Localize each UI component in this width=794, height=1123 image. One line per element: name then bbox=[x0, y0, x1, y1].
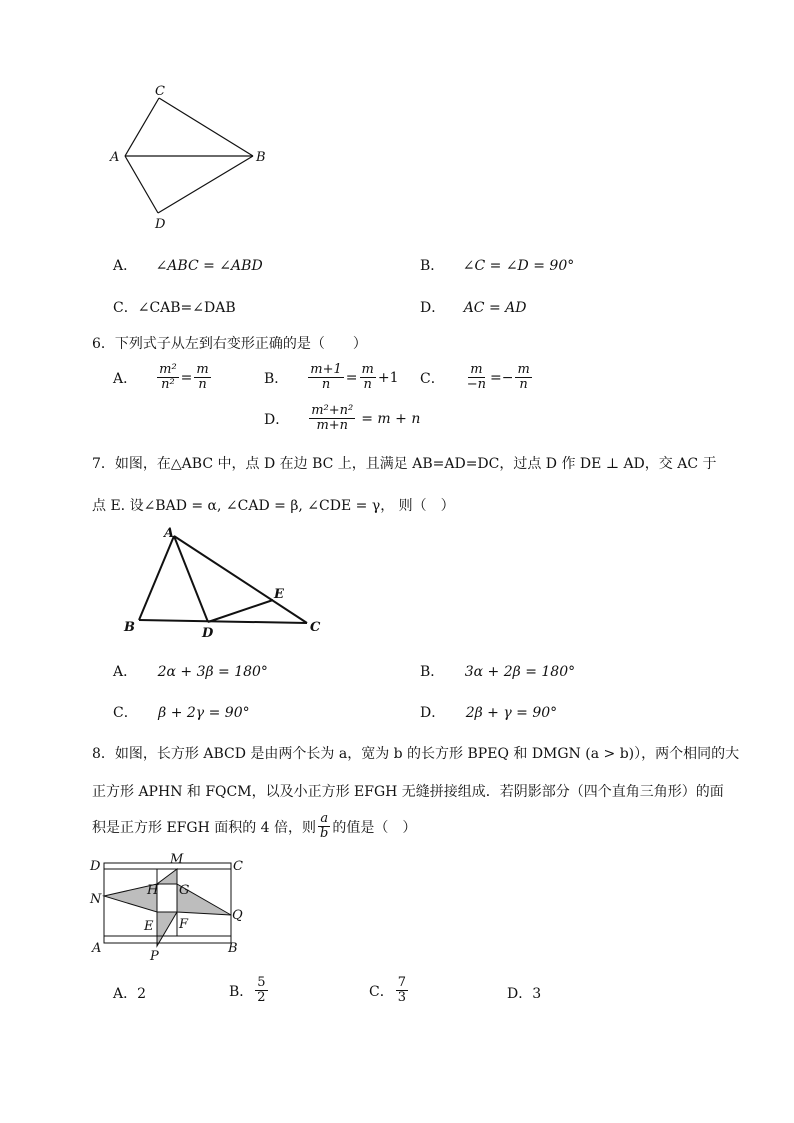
q5-option-d[interactable] bbox=[420, 297, 526, 317]
option-letter: A． bbox=[113, 370, 138, 387]
option-text: 2α + 3β = 180° bbox=[157, 664, 268, 680]
option-letter: A． bbox=[113, 258, 138, 274]
label-D: D bbox=[90, 859, 101, 874]
label-A: A bbox=[92, 941, 102, 956]
q7-option-d[interactable] bbox=[420, 702, 557, 722]
equals: = bbox=[345, 369, 358, 386]
tail: +1 bbox=[377, 369, 399, 386]
option-letter: C． bbox=[420, 370, 445, 387]
label-A: A bbox=[110, 150, 120, 165]
q5-option-a[interactable] bbox=[113, 255, 263, 275]
tail: = m + n bbox=[361, 410, 421, 427]
q6-option-d[interactable] bbox=[264, 404, 420, 433]
fraction-right: $\frac{m}{n}$ bbox=[361, 362, 374, 392]
q8-stem-line1: 8．如图，长方形 ABCD 是由两个长为 a，宽为 b 的长方形 BPEQ 和 DMGN (a > b)），两个相同的大 bbox=[92, 746, 740, 762]
rectangle-figure-q8 bbox=[86, 848, 256, 963]
fraction: $\frac{5}{2}$ bbox=[257, 975, 266, 1005]
q5-option-c[interactable] bbox=[113, 297, 236, 317]
option-letter: C． bbox=[369, 983, 394, 1000]
fraction-left: $\frac{\text{m²+n²}}{m+n}$ bbox=[311, 403, 354, 433]
q5-option-b[interactable] bbox=[420, 255, 574, 275]
option-text: ∠C = ∠D = 90° bbox=[462, 258, 575, 274]
option-text: ∠ABC = ∠ABD bbox=[155, 258, 263, 274]
label-P: P bbox=[150, 949, 159, 963]
option-letter: D． bbox=[507, 986, 533, 1002]
q8-option-a[interactable] bbox=[113, 983, 146, 1003]
label-D: D bbox=[202, 626, 214, 640]
label-Q: Q bbox=[232, 908, 243, 923]
label-B: B bbox=[256, 150, 266, 165]
q7-option-b[interactable] bbox=[420, 661, 575, 681]
option-letter: B． bbox=[229, 983, 254, 1000]
q6-option-b[interactable] bbox=[264, 363, 399, 392]
label-G: G bbox=[179, 883, 190, 898]
option-text: ∠CAB=∠DAB bbox=[137, 300, 236, 316]
stem-text: 的值是（ ） bbox=[332, 819, 417, 836]
label-C: C bbox=[310, 620, 321, 635]
label-M: M bbox=[170, 852, 184, 867]
fraction-left: $\frac{m}{-n}$ bbox=[466, 362, 486, 392]
option-letter: A． bbox=[113, 986, 138, 1002]
q8-stem-line2: 正方形 APHN 和 FQCM，以及小正方形 EFGH 无缝拼接组成．若阴影部分（四个直角三角形）的面 bbox=[92, 784, 724, 800]
q8-option-c[interactable] bbox=[369, 976, 410, 1005]
label-E: E bbox=[144, 919, 154, 934]
option-text: 2β + γ = 90° bbox=[465, 705, 558, 721]
q6-option-c[interactable] bbox=[420, 363, 534, 392]
fraction-left: $\frac{m+1}{n}$ bbox=[310, 362, 342, 392]
option-text: 3 bbox=[532, 986, 542, 1002]
label-D: D bbox=[155, 217, 166, 232]
q7-option-c[interactable] bbox=[113, 702, 250, 722]
fraction: $\frac{7}{3}$ bbox=[397, 975, 406, 1005]
option-letter: A． bbox=[113, 664, 138, 680]
option-letter: C． bbox=[113, 300, 138, 316]
option-text: β + 2γ = 90° bbox=[158, 705, 250, 721]
option-letter: B． bbox=[420, 258, 445, 274]
q6-option-a[interactable] bbox=[113, 363, 213, 392]
q8-option-b[interactable] bbox=[229, 976, 270, 1005]
fraction-right: $\frac{m}{n}$ bbox=[517, 362, 530, 392]
label-N: N bbox=[90, 892, 102, 907]
label-C: C bbox=[155, 84, 165, 99]
equals: =− bbox=[489, 369, 514, 386]
label-C: C bbox=[233, 859, 243, 874]
fraction-left: $\frac{\text{m²}}{\text{n²}}$ bbox=[159, 362, 177, 392]
option-letter: D． bbox=[264, 411, 290, 428]
label-H: H bbox=[147, 883, 159, 898]
stem-text: 积是正方形 EFGH 面积的 4 倍，则 bbox=[92, 819, 317, 836]
option-letter: D． bbox=[420, 705, 446, 721]
equals: = bbox=[180, 369, 193, 386]
option-letter: B． bbox=[420, 664, 445, 680]
q7-option-a[interactable] bbox=[113, 661, 268, 681]
fraction-right: $\frac{m}{n}$ bbox=[196, 362, 209, 392]
option-text: 2 bbox=[137, 986, 147, 1002]
label-A: A bbox=[164, 526, 175, 541]
option-text: AC = AD bbox=[463, 300, 527, 316]
option-letter: C． bbox=[113, 705, 138, 721]
q8-stem-line3 bbox=[92, 812, 416, 841]
q7-stem-line1: 7．如图，在△ABC 中，点 D 在边 BC 上，且满足 AB=AD=DC，过点 D 作 DE ⊥ AD，交 AC 于 bbox=[92, 456, 717, 472]
q6-stem: 6．下列式子从左到右变形正确的是（ ） bbox=[92, 336, 367, 352]
option-letter: D． bbox=[420, 300, 446, 316]
quadrilateral-figure-q5 bbox=[100, 80, 280, 235]
triangle-figure-q7 bbox=[118, 525, 333, 640]
label-B: B bbox=[124, 620, 135, 635]
label-E: E bbox=[274, 587, 284, 602]
label-B: B bbox=[228, 941, 238, 956]
option-letter: B． bbox=[264, 370, 289, 387]
label-F: F bbox=[179, 917, 189, 932]
fraction-a-over-b: $\frac{a}{b}$ bbox=[320, 811, 329, 841]
q7-stem-line2: 点 E. 设∠BAD = α, ∠CAD = β, ∠CDE = γ， 则（ ） bbox=[92, 498, 455, 514]
option-text: 3α + 2β = 180° bbox=[464, 664, 576, 680]
q8-option-d[interactable] bbox=[507, 983, 541, 1003]
